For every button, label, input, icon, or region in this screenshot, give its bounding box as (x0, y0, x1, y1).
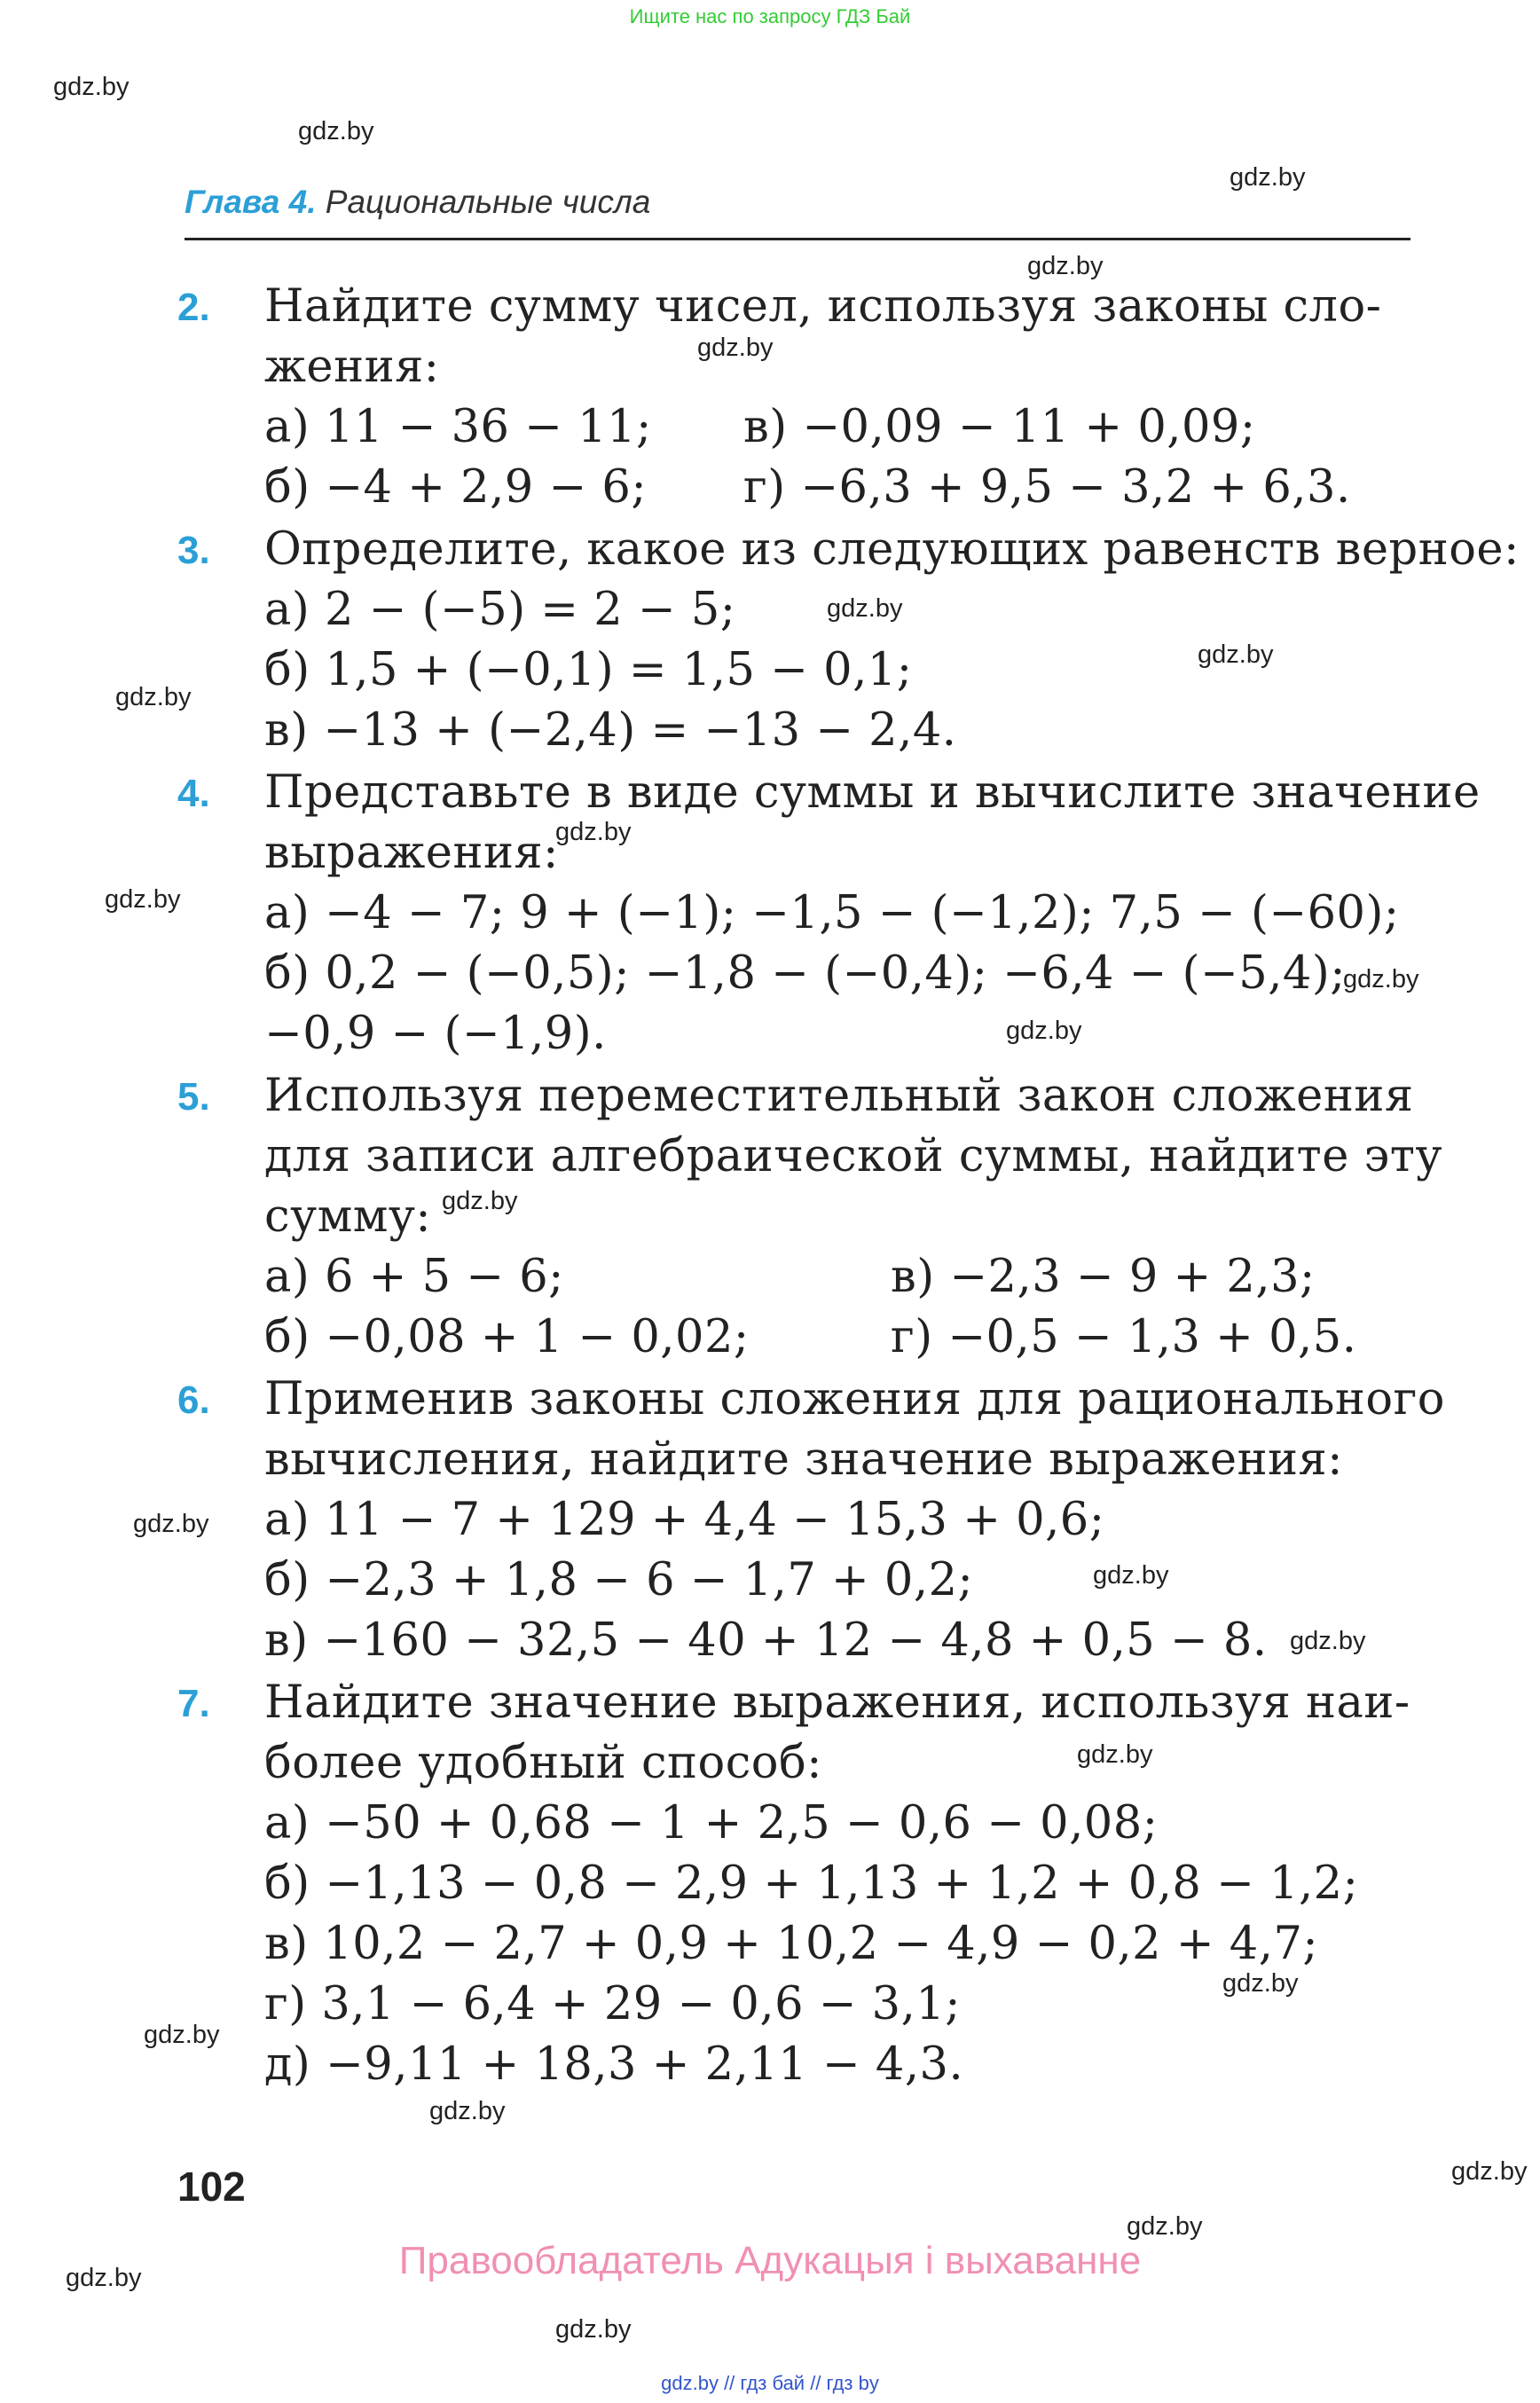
watermark: gdz.by (827, 594, 903, 623)
watermark: gdz.by (1077, 1740, 1153, 1769)
exercise-item: г) −6,3 + 9,5 − 3,2 + 6,3. (743, 461, 1351, 514)
watermark: gdz.by (442, 1187, 518, 1215)
exercise-text: Найдите значение выражения, используя наи- (264, 1677, 1410, 1729)
watermark: gdz.by (144, 2021, 220, 2049)
exercise-text: Используя переместительный закон сложения (264, 1070, 1414, 1122)
exercise-text: Определите, какое из следующих равенств верное: (264, 523, 1520, 576)
exercise-number: 3. (177, 529, 210, 572)
watermark: gdz.by (1198, 640, 1274, 669)
chapter-label: Глава 4. (185, 184, 317, 220)
exercise-item: а) 11 − 7 + 129 + 4,4 − 15,3 + 0,6; (264, 1494, 1105, 1546)
exercise-item: б) 0,2 − (−0,5); −1,8 − (−0,4); −6,4 − (−5,4); (264, 947, 1346, 1000)
watermark: gdz.by (105, 885, 181, 914)
exercise-item: г) −0,5 − 1,3 + 0,5. (891, 1311, 1357, 1363)
exercise-text: Найдите сумму чисел, используя законы сло- (264, 280, 1382, 333)
watermark: gdz.by (1222, 1969, 1299, 1998)
exercise-number: 7. (177, 1682, 210, 1725)
exercise-text: для записи алгебраической суммы, найдите эту (264, 1130, 1442, 1182)
watermark: gdz.by (1006, 1017, 1082, 1045)
exercise-item: б) −4 + 2,9 − 6; (264, 461, 648, 514)
exercise-item: а) −50 + 0,68 − 1 + 2,5 − 0,6 − 0,08; (264, 1797, 1159, 1849)
exercise-item: в) −0,09 − 11 + 0,09; (743, 401, 1256, 453)
exercise-number: 2. (177, 286, 210, 329)
watermark: gdz.by (1343, 965, 1419, 993)
exercise-item: б) −1,13 − 0,8 − 2,9 + 1,13 + 1,2 + 0,8 − 1,2; (264, 1857, 1359, 1910)
exercise-item: а) −4 − 7; 9 + (−1); −1,5 − (−1,2); 7,5 − (−60); (264, 887, 1400, 939)
exercise-item: г) 3,1 − 6,4 + 29 − 0,6 − 3,1; (264, 1978, 961, 2030)
watermark: gdz.by (697, 334, 774, 362)
exercise-text: Представьте в виде суммы и вычислите значение (264, 766, 1481, 819)
exercise-text: более удобный способ: (264, 1737, 822, 1789)
exercise-item: в) −13 + (−2,4) = −13 − 2,4. (264, 704, 957, 757)
watermark: gdz.by (429, 2097, 506, 2125)
chapter-header (185, 184, 650, 221)
exercise-text: вычисления, найдите значение выражения: (264, 1433, 1343, 1486)
exercise-item: б) −2,3 + 1,8 − 6 − 1,7 + 0,2; (264, 1554, 974, 1606)
exercise-item: −0,9 − (−1,9). (264, 1008, 607, 1060)
exercise-item: в) 10,2 − 2,7 + 0,9 + 10,2 − 4,9 − 0,2 + 4,7; (264, 1918, 1319, 1970)
watermark: gdz.by (53, 73, 130, 101)
exercise-item: б) 1,5 + (−0,1) = 1,5 − 0,1; (264, 644, 913, 696)
watermark: gdz.by (115, 683, 192, 711)
exercise-item: а) 6 + 5 − 6; (264, 1251, 564, 1303)
top-search-hint[interactable]: Ищите нас по запросу ГДЗ Бай (629, 5, 911, 27)
copyright-notice: Правообладатель Адукацыя і выхаванне (398, 2239, 1142, 2282)
exercise-number: 6. (177, 1378, 210, 1422)
watermark: gdz.by (1451, 2157, 1528, 2186)
watermark: gdz.by (1093, 1561, 1169, 1590)
watermark: gdz.by (133, 1510, 209, 1538)
page-number: 102 (177, 2163, 246, 2210)
footer-links[interactable]: gdz.by // гдз бай // гдз by (661, 2372, 879, 2394)
exercise-number: 4. (177, 772, 210, 815)
watermark: gdz.by (1290, 1627, 1366, 1655)
exercise-text: выражения: (264, 827, 559, 879)
watermark: gdz.by (298, 117, 374, 145)
exercise-item: а) 11 − 36 − 11; (264, 401, 652, 453)
exercise-text: жения: (264, 341, 440, 393)
exercise-text: Применив законы сложения для рационального (264, 1373, 1446, 1425)
watermark: gdz.by (1127, 2212, 1203, 2241)
watermark: gdz.by (1027, 252, 1104, 280)
exercise-item: а) 2 − (−5) = 2 − 5; (264, 584, 736, 636)
exercise-item: д) −9,11 + 18,3 + 2,11 − 4,3. (264, 2038, 964, 2091)
chapter-title: Рациональные числа (325, 184, 651, 220)
exercise-item: в) −2,3 − 9 + 2,3; (891, 1251, 1316, 1303)
exercise-text: сумму: (264, 1190, 432, 1243)
exercise-item: в) −160 − 32,5 − 40 + 12 − 4,8 + 0,5 − 8. (264, 1614, 1268, 1667)
exercise-item: б) −0,08 + 1 − 0,02; (264, 1311, 750, 1363)
watermark: gdz.by (1230, 163, 1306, 192)
exercise-number: 5. (177, 1075, 210, 1119)
header-divider (185, 238, 1410, 240)
watermark: gdz.by (555, 818, 632, 846)
watermark: gdz.by (555, 2315, 632, 2344)
watermark: gdz.by (66, 2264, 142, 2292)
